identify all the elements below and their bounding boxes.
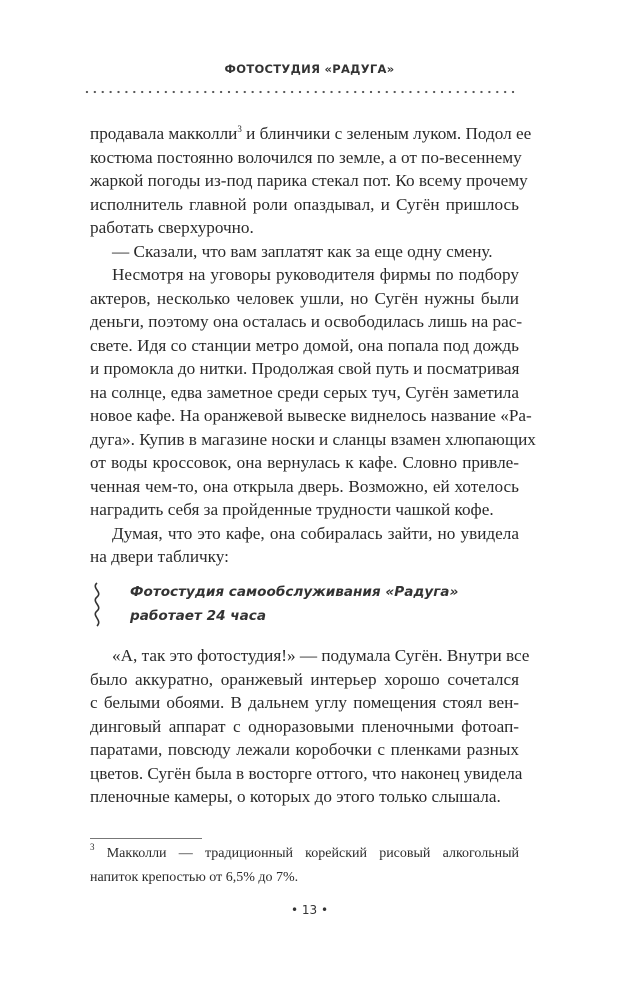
sign-text: Фотостудия самообслуживания «Радуга» работает 24 часа <box>130 584 459 624</box>
text-line: пленочные камеры, о которых до этого только слышала. <box>90 787 501 806</box>
text-line: продавала макколли$^3$ и блинчики с зеленым луком. Подол ее <box>90 124 532 143</box>
text-line: «А, так это фотостудия!» — подумала Сугён. Внутри все <box>112 646 530 665</box>
dotted-divider <box>83 90 517 94</box>
page-number: • 13 • <box>290 903 329 917</box>
text-line: исполнитель главной роли опаздывал, и Сугён пришлось <box>90 194 519 214</box>
text-line: дуга». Купив в магазине носки и сланцы взамен хлюпающих <box>90 429 536 449</box>
text-line: деньги, поэтому она осталась и освободилась лишь на рас- <box>90 312 523 331</box>
sign-quote <box>90 580 519 630</box>
text-line: и промокла до нитки. Продолжая свой путь и посматривая <box>90 359 520 378</box>
text-line: с белыми обоями. В дальнем углу помещения стоял вен- <box>90 693 519 712</box>
text-line: новое кафе. На оранжевой вывеске виднелось название «Ра- <box>90 406 532 425</box>
wavy-line-icon <box>90 582 104 628</box>
body-text-bottom <box>90 644 530 809</box>
text-line: паратами, повсюду лежали коробочки с пленками разных <box>90 740 519 759</box>
text-line: динговый аппарат с одноразовыми пленочными фотоап- <box>90 716 519 736</box>
text-line: Несмотря на уговоры руководителя фирмы по подбору <box>112 265 519 284</box>
text-line: наградить себя за пройденные трудности чашкой кофе. <box>90 500 494 519</box>
text-line: цветов. Сугён была в восторге оттого, что наконец увидела <box>90 763 523 783</box>
text-line: актеров, несколько человек ушли, но Сугён нужны были <box>90 288 519 308</box>
body-text-top <box>90 122 536 569</box>
text-line: жаркой погоды из-под парика стекал пот. Ко всему прочему <box>90 171 528 190</box>
text-line: ченная чем-то, она открыла дверь. Возможно, ей хотелось <box>90 476 519 496</box>
running-header: ФОТОСТУДИЯ «РАДУГА» <box>224 62 395 76</box>
text-line: костюма постоянно волочился по земле, а от по-весеннему <box>90 147 522 167</box>
footnote-rule <box>90 838 202 839</box>
footnote-ref[interactable]: 3 <box>237 124 242 134</box>
footnote-mark: 3 <box>90 842 95 852</box>
text-line: свете. Идя со станции метро домой, она попала под дождь <box>90 335 519 355</box>
text-line: на солнце, едва заметное среди серых туч, Сугён заметила <box>90 382 519 402</box>
text-line: было аккуратно, оранжевый интерьер хорошо сочетался <box>90 669 519 689</box>
text-line: на двери табличку: <box>90 547 229 566</box>
text-line: от воды кроссовок, она вернулась к кафе. Словно привле- <box>90 453 519 472</box>
footnote: $^3$ Макколли — традиционный корейский рисовый алкогольный напиток крепостью от 6,5% до 7%. <box>90 842 520 885</box>
text-line: — Сказали, что вам заплатят как за еще одну смену. <box>112 241 493 261</box>
text-line: Думая, что это кафе, она собиралась зайти, но увидела <box>112 523 519 543</box>
text-line: работать сверхурочно. <box>90 218 254 237</box>
